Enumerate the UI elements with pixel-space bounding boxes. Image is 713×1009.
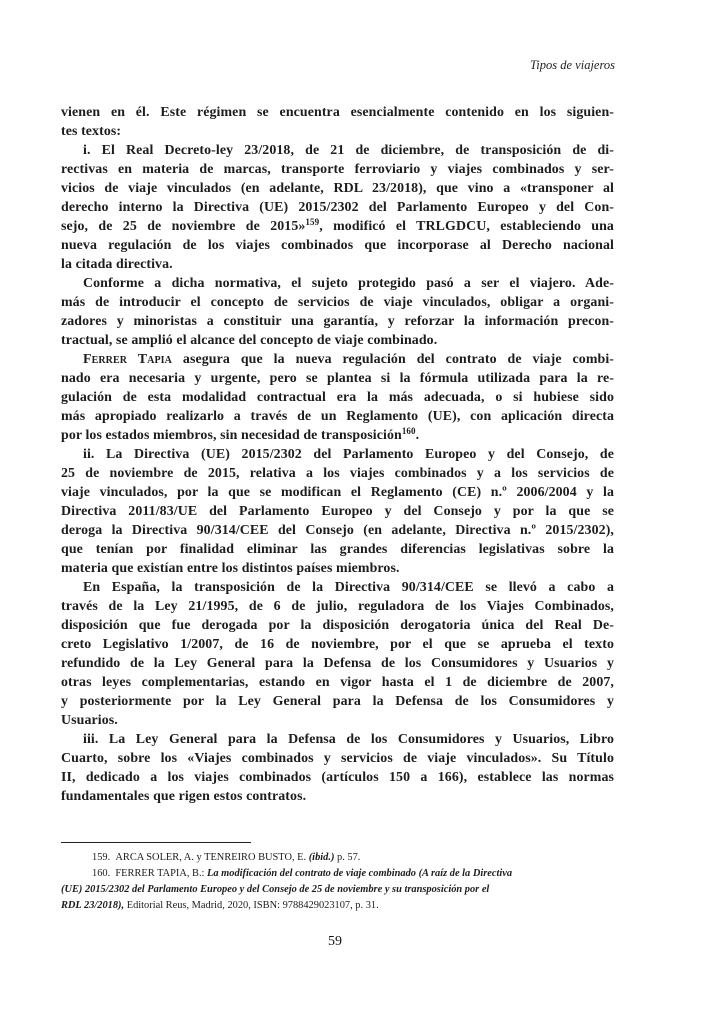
body-line: II, dedicado a los viajes combinados (artículos 150 a 166), establece las normas xyxy=(61,770,614,785)
footnote-159: 159. ARCA SOLER, A. y TENREIRO BUSTO, E. (ibid.) p. 57. xyxy=(92,852,361,863)
paragraph-start: Conforme a dicha normativa, el sujeto protegido pasó a ser el viajero. Ade- xyxy=(83,276,614,291)
body-line: por los estados miembros, sin necesidad de transposición$^{160}$. xyxy=(61,426,420,443)
body-line: rectivas en materia de marcas, transporte ferroviario y viajes combinados y ser- xyxy=(61,162,614,177)
body-line: disposición que fue derogada por la disposición derogatoria única del Real De- xyxy=(61,618,614,633)
body-line: vienen en él. Este régimen se encuentra esencialmente contenido en los siguien- xyxy=(61,105,614,120)
body-line: 25 de noviembre de 2015, relativa a los viajes combinados y a los servicios de xyxy=(61,466,614,481)
footnote-160-line2: (UE) 2015/2302 del Parlamento Europeo y del Consejo de 25 de noviembre y su transposición por el xyxy=(61,884,490,895)
body-line: sejo, de 25 de noviembre de 2015»$^{159}$, modificó el TRLGDCU, estableciendo una xyxy=(61,217,614,234)
body-line: deroga la Directiva 90/314/CEE del Consejo (en adelante, Directiva n.º 2015/2302), xyxy=(61,523,614,538)
list-item-ii: ii. La Directiva (UE) 2015/2302 del Parlamento Europeo y del Consejo, de xyxy=(83,447,614,462)
footnote-160: 160. FERRER TAPIA, B.: La modificación del contrato de viaje combinado (A raíz de la Directiva xyxy=(92,868,513,879)
body-line: más apropiado realizarlo a través de un Reglamento (UE), con aplicación directa xyxy=(61,409,614,424)
body-line: Directiva 2011/83/UE del Parlamento Europeo y del Consejo y por la que se xyxy=(61,504,614,519)
body-line: tractual, se amplió el alcance del concepto de viaje combinado. xyxy=(61,333,438,348)
body-line: Cuarto, sobre los «Viajes combinados y servicios de viaje vinculados». Su Título xyxy=(61,751,614,766)
body-line: nueva regulación de los viajes combinados que incorporase al Derecho nacional xyxy=(61,238,614,253)
footnote-ref-160[interactable]: 160 xyxy=(401,426,416,436)
body-line: gulación de esta modalidad contractual era la más adecuada, o si hubiese sido xyxy=(61,390,614,405)
body-line: tes textos: xyxy=(61,124,122,139)
body-line: refundido de la Ley General para la Defensa de los Consumidores y Usuarios y xyxy=(61,656,614,671)
paragraph-start: Ferrer Tapia asegura que la nueva regulación del contrato de viaje combi- xyxy=(83,352,615,367)
body-line: y posteriormente por la Ley General para la Defensa de los Consumidores y xyxy=(61,694,614,709)
body-line: que tenían por finalidad eliminar las grandes diferencias legislativas sobre la xyxy=(61,542,614,557)
body-line: más de introducir el concepto de servicios de viaje vinculados, obligar a organi- xyxy=(61,295,614,310)
body-line: Usuarios. xyxy=(61,713,118,728)
paragraph-start: En España, la transposición de la Directiva 90/314/CEE se llevó a cabo a xyxy=(83,580,614,595)
list-item-i: i. El Real Decreto-ley 23/2018, de 21 de diciembre, de transposición de di- xyxy=(83,143,614,158)
footnote-ref-159[interactable]: 159 xyxy=(305,217,320,227)
running-head-title: Tipos de viajeros xyxy=(530,58,615,72)
footnote-separator xyxy=(61,842,251,843)
body-line: creto Legislativo 1/2007, de 16 de noviembre, por el que se aprueba el texto xyxy=(61,637,614,652)
author-name: Ferrer Tapia xyxy=(83,352,172,367)
page-number: 59 xyxy=(328,934,342,949)
body-line: vicios de viaje vinculados (en adelante, RDL 23/2018), que vino a «transponer al xyxy=(61,181,614,196)
body-line: través de la Ley 21/1995, de 6 de julio, reguladora de los Viajes Combinados, xyxy=(61,599,614,614)
body-line: la citada directiva. xyxy=(61,257,173,272)
body-line: zadores y minoristas a constituir una garantía, y reforzar la información precon- xyxy=(61,314,614,329)
body-line: nado era necesaria y urgente, pero se plantea si la fórmula utilizada para la re- xyxy=(61,371,614,386)
body-line: viaje vinculados, por la que se modifican el Reglamento (CE) n.º 2006/2004 y la xyxy=(61,485,614,500)
body-line: otras leyes complementarias, estando en vigor hasta el 1 de diciembre de 2007, xyxy=(61,675,614,690)
body-line: materia que existían entre los distintos países miembros. xyxy=(61,561,400,576)
body-line: derecho interno la Directiva (UE) 2015/2302 del Parlamento Europeo y del Con- xyxy=(61,200,614,215)
footnote-160-line3: RDL 23/2018), Editorial Reus, Madrid, 2020, ISBN: 9788429023107, p. 31. xyxy=(61,900,379,911)
list-item-iii: iii. La Ley General para la Defensa de los Consumidores y Usuarios, Libro xyxy=(83,732,614,747)
body-line: fundamentales que rigen estos contratos. xyxy=(61,789,307,804)
